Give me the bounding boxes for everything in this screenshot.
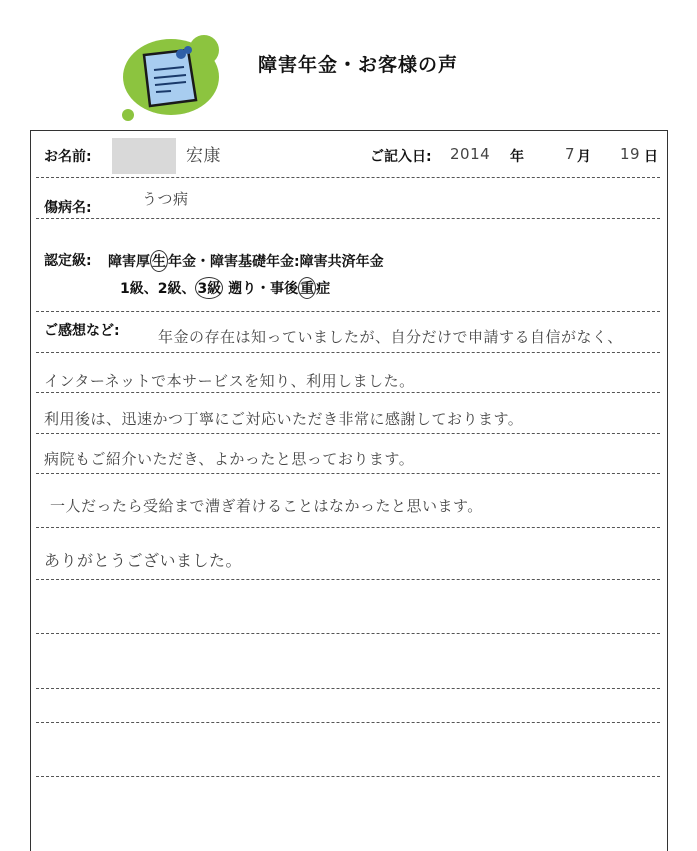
divider: [36, 527, 660, 528]
name-value: 宏康: [186, 146, 221, 166]
divider: [36, 352, 660, 353]
comment-line: 利用後は、迅速かつ丁寧にご対応いただき非常に感謝しております。: [44, 410, 524, 428]
grade-text: 1級、2級、: [120, 281, 196, 297]
divider: [36, 633, 660, 634]
divider: [36, 311, 660, 312]
pinned-note-icon: [116, 22, 226, 122]
circled-option: 重: [298, 277, 316, 299]
comment-line: ありがとうございました。: [44, 551, 243, 570]
illness-label: 傷病名:: [44, 200, 92, 216]
pension-types: [108, 250, 384, 272]
divider: [36, 688, 660, 689]
day-value: 19: [620, 145, 641, 163]
name-label: お名前:: [44, 149, 92, 165]
feedback-form: [30, 130, 668, 851]
comment-line: インターネットで本サービスを知り、利用しました。: [44, 372, 415, 390]
redacted-surname: [112, 138, 176, 174]
illness-value: うつ病: [142, 190, 189, 208]
divider: [36, 433, 660, 434]
date-label: ご記入日:: [370, 149, 432, 165]
comment-line: 一人だったら受給まで漕ぎ着けることはなかったと思います。: [50, 497, 483, 515]
grade-label: 認定級:: [44, 253, 92, 269]
grade-text: 遡り・事後: [228, 281, 299, 297]
divider: [36, 392, 660, 393]
divider: [36, 579, 660, 580]
grade-options: [120, 277, 330, 299]
comment-label: ご感想など:: [44, 323, 120, 339]
circled-option: 3級: [195, 277, 223, 299]
month-value: 7: [565, 145, 576, 163]
divider: [36, 177, 660, 178]
comment-line: 病院もご紹介いただき、よかったと思っております。: [44, 450, 415, 468]
year-unit: 年: [510, 149, 524, 165]
page-title: 障害年金・お客様の声: [258, 54, 459, 76]
circled-option: 生: [150, 250, 168, 272]
day-unit: 日: [644, 149, 658, 165]
divider: [36, 473, 660, 474]
month-unit: 月: [577, 149, 591, 165]
divider: [36, 722, 660, 723]
pension-text: 障害厚: [108, 254, 150, 270]
divider: [36, 776, 660, 777]
pension-text: 年金・障害基礎年金:障害共済年金: [168, 254, 384, 270]
year-value: 2014: [450, 145, 491, 163]
divider: [36, 218, 660, 219]
grade-text: 症: [316, 281, 331, 297]
comment-line: 年金の存在は知っていましたが、自分だけで申請する自信がなく、: [158, 328, 623, 346]
